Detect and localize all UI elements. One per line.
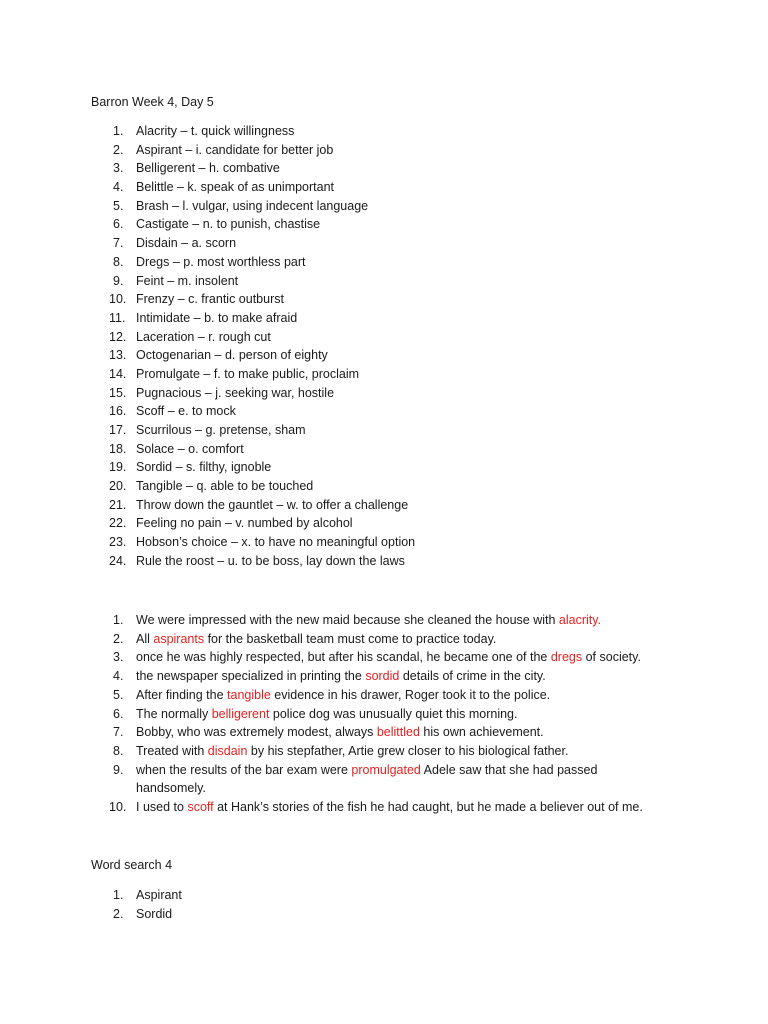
sentence-after: his own achievement.: [419, 725, 544, 740]
vocab-item: [91, 159, 415, 178]
sentence-before: All: [136, 631, 154, 646]
item-number: 6.: [113, 706, 124, 721]
sentence-text: [136, 686, 656, 705]
highlighted-word: promulgated: [351, 762, 421, 777]
sentence-text: [136, 742, 656, 761]
item-number: 10.: [109, 800, 127, 815]
item-number: 9.: [113, 273, 124, 288]
highlighted-word: tangible: [227, 687, 271, 702]
vocab-item: [91, 533, 415, 552]
sentence-item: [91, 761, 656, 798]
sentence-text: [136, 648, 656, 667]
item-number: 16.: [109, 404, 127, 419]
word-search-list: [91, 886, 182, 923]
vocab-item: [91, 496, 415, 515]
vocab-definition: Laceration – r. rough cut: [136, 329, 271, 344]
vocab-item: [91, 178, 415, 197]
item-number: 9.: [113, 762, 124, 777]
item-number: 12.: [109, 329, 127, 344]
vocab-definition: Feeling no pain – v. numbed by alcohol: [136, 516, 353, 531]
item-number: 3.: [113, 161, 124, 176]
sentence-text: [136, 611, 656, 630]
item-number: 6.: [113, 217, 124, 232]
sentence-after: Adele saw that she had passed handsomely.: [136, 762, 598, 796]
sentence-item: [91, 723, 656, 742]
sentence-before: Bobby, who was extremely modest, always: [136, 725, 377, 740]
sentence-text: [136, 723, 656, 742]
sentence-text: [136, 705, 656, 724]
sentence-before: I used to: [136, 800, 188, 815]
vocab-item: [91, 141, 415, 160]
item-number: 1.: [113, 124, 124, 138]
vocab-item: [91, 402, 415, 421]
vocab-definition: Tangible – q. able to be touched: [136, 479, 314, 494]
sentence-list: [91, 611, 656, 817]
vocab-definition: Feint – m. insolent: [136, 273, 239, 288]
vocab-definition: Brash – l. vulgar, using indecent language: [136, 198, 369, 213]
highlighted-word: belittled: [376, 725, 420, 740]
vocab-item: [91, 514, 415, 533]
word-search-item: [91, 905, 182, 924]
sentence-text: [136, 798, 656, 817]
highlighted-word: disdain: [207, 743, 248, 758]
vocab-definition: Disdain – a. scorn: [136, 236, 237, 251]
item-number: 2.: [113, 142, 124, 157]
vocab-item: [91, 309, 415, 328]
sentence-before: once he was highly respected, but after his scandal, he became one of the: [136, 650, 551, 665]
item-number: 19.: [109, 460, 127, 475]
item-number: 23.: [109, 535, 127, 550]
vocab-item: [91, 253, 415, 272]
item-number: 10.: [109, 292, 127, 307]
vocab-definition: Rule the roost – u. to be boss, lay down the laws: [136, 553, 405, 568]
vocab-definition: Frenzy – c. frantic outburst: [136, 292, 284, 307]
vocab-definition: Dregs – p. most worthless part: [136, 254, 306, 269]
vocab-item: [91, 552, 415, 571]
sentence-item: [91, 686, 656, 705]
vocab-definition: Promulgate – f. to make public, proclaim: [136, 366, 360, 381]
highlighted-word: alacrity.: [558, 613, 602, 627]
sentence-item: [91, 742, 656, 761]
sentence-after: evidence in his drawer, Roger took it to the police.: [270, 687, 551, 702]
item-number: 11.: [109, 310, 126, 325]
sentence-item: [91, 648, 656, 667]
item-number: 15.: [109, 385, 127, 400]
item-number: 8.: [113, 743, 124, 758]
sentence-item: [91, 705, 656, 724]
vocab-item: [91, 440, 415, 459]
item-number: 14.: [109, 366, 127, 381]
item-number: 20.: [109, 479, 127, 494]
sentence-before: After finding the: [136, 687, 228, 702]
item-number: 8.: [113, 254, 124, 269]
vocab-item: [91, 458, 415, 477]
item-number: 3.: [113, 650, 124, 665]
vocab-definition: Belligerent – h. combative: [136, 161, 280, 176]
vocab-definition: Castigate – n. to punish, chastise: [136, 217, 321, 232]
vocab-definition: Octogenarian – d. person of eighty: [136, 348, 328, 363]
vocab-item: [91, 346, 415, 365]
vocab-item: [91, 122, 415, 141]
vocab-item: [91, 197, 415, 216]
word-search-word: Sordid: [136, 906, 173, 921]
item-number: 17.: [109, 423, 127, 437]
sentence-after: details of crime in the city.: [399, 669, 546, 684]
highlighted-word: sordid: [365, 669, 400, 684]
sentence-text: [136, 667, 656, 686]
vocab-item: [91, 234, 415, 253]
highlighted-word: aspirants: [153, 631, 205, 646]
word-search-item: [91, 886, 182, 905]
item-number: 5.: [113, 687, 124, 702]
item-number: 4.: [113, 180, 124, 195]
vocab-definition: Alacrity – t. quick willingness: [136, 124, 295, 138]
sentence-after: at Hank’s stories of the fish he had caught, but he made a believer out of me.: [213, 800, 643, 815]
highlighted-word: belligerent: [211, 706, 270, 721]
word-search-word: Aspirant: [136, 888, 182, 902]
highlighted-word: scoff: [187, 800, 214, 815]
sentence-after: police dog was unusually quiet this morning.: [269, 706, 518, 721]
vocab-definition: Throw down the gauntlet – w. to offer a challenge: [136, 497, 409, 512]
sentence-before: Treated with: [136, 743, 208, 758]
vocab-item: [91, 328, 415, 347]
word-search-title: Word search 4: [91, 858, 173, 872]
highlighted-word: dregs: [550, 650, 583, 665]
item-number: 18.: [109, 441, 127, 456]
sentence-before: We were impressed with the new maid because she cleaned the house with: [136, 613, 559, 627]
item-number: 7.: [113, 236, 124, 251]
item-number: 2.: [113, 631, 124, 646]
vocab-definition: Solace – o. comfort: [136, 441, 244, 456]
vocab-definition: Belittle – k. speak of as unimportant: [136, 180, 335, 195]
vocab-item: [91, 215, 415, 234]
vocab-item: [91, 477, 415, 496]
item-number: 21.: [109, 497, 127, 512]
sentence-after: by his stepfather, Artie grew closer to his biological father.: [247, 743, 569, 758]
vocab-definition: Scoff – e. to mock: [136, 404, 236, 419]
vocab-definition: Aspirant – i. candidate for better job: [136, 142, 334, 157]
vocab-definition: Sordid – s. filthy, ignoble: [136, 460, 272, 475]
sentence-text: [136, 630, 656, 649]
item-number: 7.: [113, 725, 124, 740]
item-number: 5.: [113, 198, 124, 213]
vocab-item: [91, 272, 415, 291]
vocab-definition: Scurrilous – g. pretense, sham: [136, 423, 306, 437]
item-number: 4.: [113, 669, 124, 684]
vocab-item: [91, 421, 415, 440]
sentence-after: for the basketball team must come to practice today.: [204, 631, 497, 646]
sentence-before: when the results of the bar exam were: [136, 762, 352, 777]
vocab-item: [91, 384, 415, 403]
item-number: 1.: [113, 613, 124, 627]
item-number: 1.: [113, 888, 124, 902]
item-number: 2.: [113, 906, 124, 921]
sentence-item: [91, 798, 656, 817]
sentence-item: [91, 667, 656, 686]
item-number: 13.: [109, 348, 127, 363]
sentence-before: The normally: [136, 706, 212, 721]
vocab-definition: Hobson’s choice – x. to have no meaningful option: [136, 535, 416, 550]
item-number: 24.: [109, 553, 127, 568]
sentence-after: of society.: [582, 650, 641, 665]
sentence-before: the newspaper specialized in printing the: [136, 669, 366, 684]
vocab-definition: Pugnacious – j. seeking war, hostile: [136, 385, 335, 400]
sentence-item: [91, 611, 656, 630]
vocab-item: [91, 365, 415, 384]
item-number: 22.: [109, 516, 127, 531]
sentence-text: [136, 761, 656, 798]
vocabulary-list: [91, 122, 415, 571]
page-title: Barron Week 4, Day 5: [91, 95, 214, 109]
vocab-item: [91, 290, 415, 309]
vocab-definition: Intimidate – b. to make afraid: [136, 310, 298, 325]
sentence-item: [91, 630, 656, 649]
